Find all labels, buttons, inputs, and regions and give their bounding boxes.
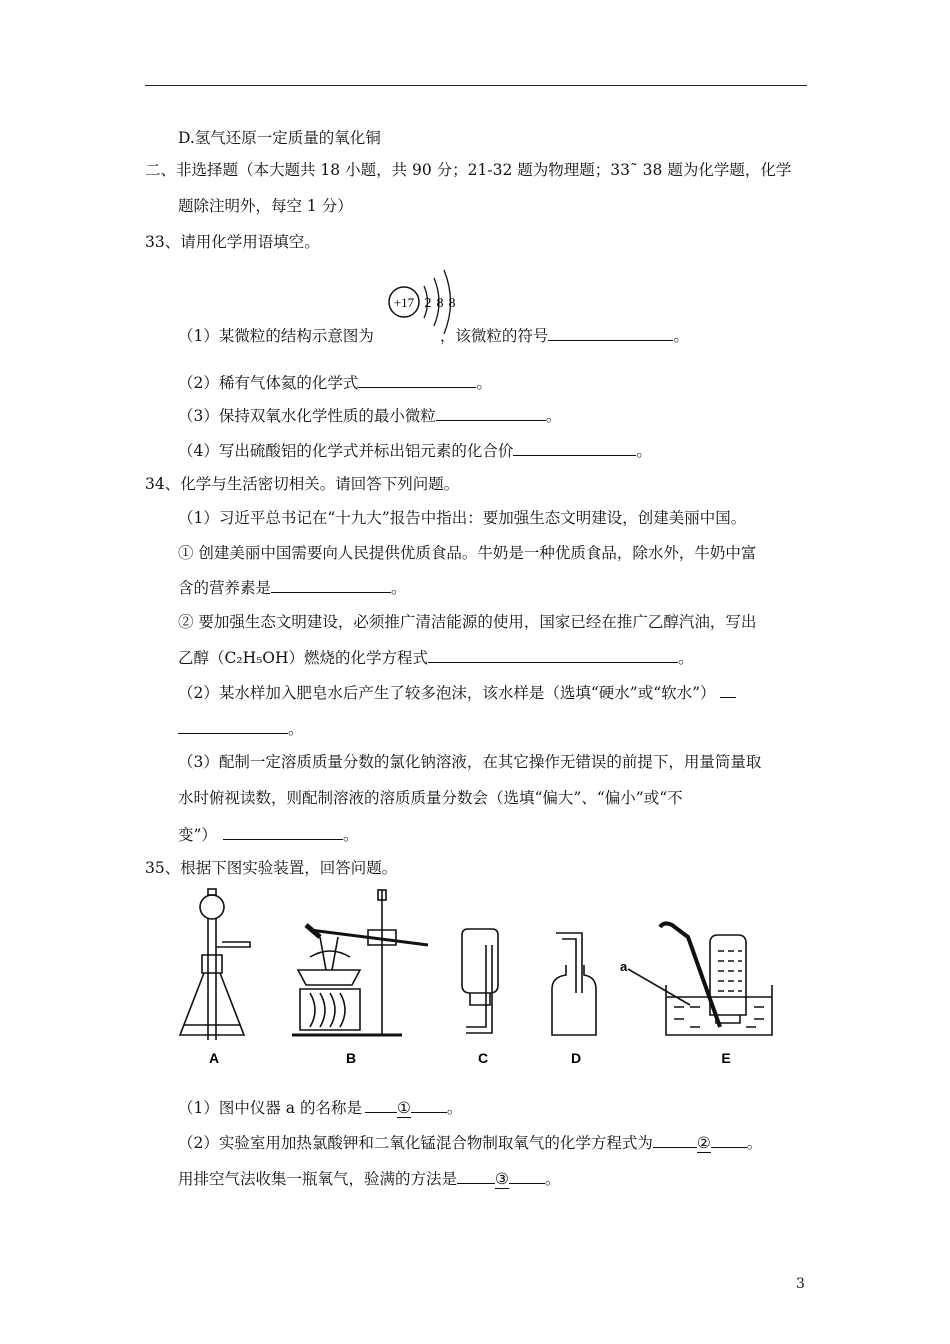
blank-marker-1: ① <box>396 1099 411 1117</box>
q33-1: （1）某微粒的结构示意图为 ，该微粒的符号 。 <box>178 327 689 345</box>
q35-1: （1）图中仪器 a 的名称是 ① 。 <box>178 1099 463 1117</box>
section-heading-cont: 题除注明外，每空 1 分） <box>178 197 353 215</box>
shell-count-1: 2 <box>424 296 432 311</box>
page-number: 3 <box>796 1276 805 1292</box>
q34-3: （3）配制一定溶质质量分数的氯化钠溶液，在其它操作无错误的前提下，用量筒量取 <box>178 753 762 771</box>
apparatus-c-bottle <box>462 929 498 1033</box>
q33-3: （3）保持双氧水化学性质的最小微粒 。 <box>178 407 562 425</box>
apparatus-d-bottle <box>552 933 596 1035</box>
q34-3-cont: 水时俯视读数，则配制溶液的溶质质量分数会（选填“偏大”、“偏小”或“不 <box>178 789 683 807</box>
apparatus-label-a: A <box>208 1050 220 1066</box>
answer-blank[interactable] <box>223 825 343 840</box>
question-34: 34、化学与生活密切相关。请回答下列问题。 <box>145 475 460 493</box>
option-d: D.氢气还原一定质量的氧化铜 <box>178 129 381 147</box>
answer-blank[interactable] <box>513 441 636 456</box>
question-35: 35、根据下图实验装置，回答问题。 <box>145 859 398 877</box>
nucleus-charge: +17 <box>393 295 415 310</box>
q34-1b: ② 要加强生态文明建设，必须推广清洁能源的使用，国家已经在推广乙醇汽油，写出 <box>178 613 757 631</box>
q34-2-cont: 。 <box>178 719 304 739</box>
apparatus-b-heating <box>292 890 428 1035</box>
answer-blank[interactable] <box>711 1133 747 1148</box>
q35-2-cont: 用排空气法收集一瓶氧气，验满的方法是 ③ 。 <box>178 1170 561 1188</box>
answer-blank[interactable] <box>720 683 736 698</box>
apparatus-label-c: C <box>477 1050 489 1066</box>
q34-1a: ① 创建美丽中国需要向人民提供优质食品。牛奶是一种优质食品，除水外，牛奶中富 <box>178 544 757 562</box>
apparatus-e-trough <box>628 923 772 1035</box>
q33-4: （4）写出硫酸铝的化学式并标出铝元素的化合价 。 <box>178 442 652 460</box>
shell-count-2: 8 <box>436 296 444 311</box>
answer-blank[interactable] <box>411 1098 447 1113</box>
answer-blank[interactable] <box>178 719 288 734</box>
section-heading: 二、非选择题（本大题共 18 小题，共 90 分；21-32 题为物理题；33˜ 38 题为化学题，化学 <box>145 161 792 179</box>
apparatus-label-d: D <box>570 1050 582 1066</box>
apparatus-label-e: E <box>721 1050 731 1066</box>
shell-count-3: 8 <box>448 296 456 311</box>
answer-blank[interactable] <box>509 1169 545 1184</box>
answer-blank[interactable] <box>457 1169 495 1184</box>
answer-blank[interactable] <box>548 326 673 341</box>
answer-blank[interactable] <box>271 578 391 593</box>
q33-2: （2）稀有气体氦的化学式 。 <box>178 374 492 392</box>
apparatus-figure <box>170 885 785 1070</box>
apparatus-a-flask <box>180 889 250 1040</box>
question-33: 33、请用化学用语填空。 <box>145 233 320 251</box>
pointer-label-a: a <box>620 959 628 974</box>
answer-blank[interactable] <box>428 648 678 663</box>
answer-blank[interactable] <box>358 373 476 388</box>
blank-marker-3: ③ <box>495 1170 509 1188</box>
q35-2: （2）实验室用加热氯酸钾和二氧化锰混合物制取氧气的化学方程式为 ② 。 <box>178 1134 763 1152</box>
q34-3-end: 变”） 。 <box>178 826 359 844</box>
answer-blank[interactable] <box>365 1098 397 1113</box>
apparatus-label-b: B <box>345 1050 357 1066</box>
answer-blank[interactable] <box>653 1133 697 1148</box>
header-rule <box>145 85 807 86</box>
q34-1: （1）习近平总书记在“十九大”报告中指出：要加强生态文明建设，创建美丽中国。 <box>178 509 747 527</box>
answer-blank[interactable] <box>436 406 546 421</box>
q34-1b-cont: 乙醇（C₂H₅OH）燃烧的化学方程式 。 <box>178 649 694 667</box>
blank-marker-2: ② <box>696 1134 711 1152</box>
q34-1a-cont: 含的营养素是 。 <box>178 579 407 597</box>
q34-2: （2）某水样加入肥皂水后产生了较多泡沫，该水样是（选填“硬水”或“软水”） <box>178 683 736 703</box>
